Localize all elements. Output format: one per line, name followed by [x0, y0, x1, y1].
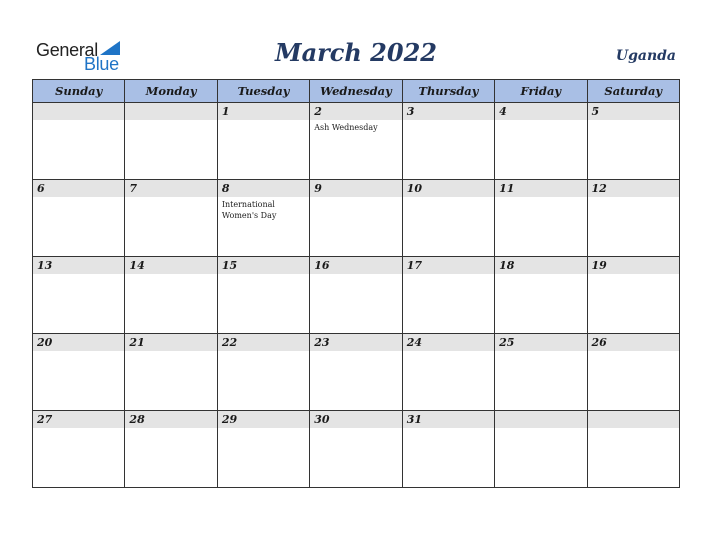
- day-number: 4: [499, 105, 507, 118]
- day-number: 23: [314, 336, 330, 349]
- day-cell: [217, 103, 309, 180]
- day-cell: [310, 257, 402, 334]
- calendar-title: March 2022: [275, 38, 437, 67]
- day-number-bar: [310, 180, 401, 197]
- day-cell: [33, 334, 125, 411]
- day-number: 3: [406, 105, 415, 118]
- day-cell: [125, 411, 217, 488]
- day-number: 18: [499, 259, 515, 272]
- day-cell: [402, 411, 494, 488]
- weekday-header: Friday: [495, 80, 587, 103]
- country-label: Uganda: [615, 48, 676, 64]
- weekday-header: Tuesday: [217, 80, 309, 103]
- day-number-bar: [218, 334, 309, 351]
- day-number-bar: [310, 334, 401, 351]
- day-cell: [310, 103, 402, 180]
- day-number-bar: [33, 411, 124, 428]
- day-number: 9: [314, 182, 322, 195]
- day-number: 31: [406, 413, 422, 426]
- day-number-bar: [588, 257, 679, 274]
- day-number-bar: [588, 334, 679, 351]
- week-row: [33, 180, 680, 257]
- day-cell: [33, 411, 125, 488]
- day-cell: [33, 257, 125, 334]
- day-number-bar: [403, 257, 494, 274]
- day-number-bar: [495, 103, 586, 120]
- day-cell: [402, 257, 494, 334]
- day-number-bar: [125, 411, 216, 428]
- day-number: 13: [37, 259, 53, 272]
- day-cell: [125, 257, 217, 334]
- day-number: 17: [406, 259, 422, 272]
- day-number: [125, 103, 216, 105]
- week-row: [33, 103, 680, 180]
- day-number-bar: [33, 257, 124, 274]
- day-cell: [310, 180, 402, 257]
- day-number-bar: [218, 103, 309, 120]
- day-number-bar: [403, 180, 494, 197]
- week-row: [33, 411, 680, 488]
- logo-text-blue: Blue: [84, 54, 119, 74]
- day-number: 11: [499, 182, 515, 195]
- day-number: 29: [221, 413, 238, 426]
- day-number: 30: [314, 413, 330, 426]
- holiday-label: International Women's Day: [221, 200, 277, 220]
- day-cell: [587, 334, 679, 411]
- day-cell: [310, 334, 402, 411]
- weekday-header: Thursday: [402, 80, 494, 103]
- day-number-bar: [33, 103, 124, 120]
- day-cell: [402, 180, 494, 257]
- day-number-bar: [310, 103, 401, 120]
- day-number-bar: [218, 180, 309, 197]
- day-number-bar: [588, 411, 679, 428]
- day-cell: [125, 103, 217, 180]
- day-number-bar: [588, 180, 679, 197]
- week-row: [33, 334, 680, 411]
- day-number: 22: [221, 336, 238, 349]
- day-cell: [217, 257, 309, 334]
- day-cell: [125, 334, 217, 411]
- day-cell: [587, 180, 679, 257]
- weekday-header: Sunday: [33, 80, 125, 103]
- day-number: 21: [129, 336, 145, 349]
- day-number-bar: [495, 257, 586, 274]
- day-number-bar: [125, 180, 216, 197]
- day-cell: [217, 180, 309, 257]
- day-number: 7: [129, 182, 138, 195]
- weekday-header: Saturday: [587, 80, 679, 103]
- day-number: 28: [129, 413, 145, 426]
- day-number: [495, 411, 586, 413]
- weekday-header: Monday: [125, 80, 217, 103]
- day-number: [588, 411, 679, 413]
- day-number-bar: [495, 411, 586, 428]
- day-number-bar: [310, 257, 401, 274]
- calendar-grid: [32, 79, 680, 488]
- day-number: 27: [37, 413, 53, 426]
- day-number-bar: [33, 180, 124, 197]
- weekday-header-row: [33, 80, 680, 103]
- day-number-bar: [125, 257, 216, 274]
- day-cell: [402, 103, 494, 180]
- day-cell: [33, 180, 125, 257]
- day-number-bar: [310, 411, 401, 428]
- day-number-bar: [218, 411, 309, 428]
- day-number-bar: [495, 334, 586, 351]
- day-number-bar: [125, 103, 216, 120]
- day-number-bar: [218, 257, 309, 274]
- day-number: 20: [37, 336, 53, 349]
- day-number: 25: [499, 336, 515, 349]
- day-number: 6: [37, 182, 45, 195]
- day-number-bar: [588, 103, 679, 120]
- day-cell: [217, 334, 309, 411]
- day-number: 10: [406, 182, 422, 195]
- day-number: 14: [129, 259, 145, 272]
- week-row: [33, 257, 680, 334]
- day-cell: [402, 334, 494, 411]
- day-number-bar: [403, 334, 494, 351]
- day-number: 5: [591, 105, 600, 118]
- day-cell: [217, 411, 309, 488]
- day-cell: [495, 257, 587, 334]
- day-number: 2: [314, 105, 322, 118]
- day-cell: [495, 334, 587, 411]
- day-number: 1: [221, 105, 230, 118]
- day-number: 8: [221, 182, 230, 195]
- day-cell: [495, 103, 587, 180]
- day-number: 19: [591, 259, 607, 272]
- day-cell: [587, 411, 679, 488]
- weekday-header: Wednesday: [310, 80, 402, 103]
- day-number: 24: [406, 336, 422, 349]
- day-number: [33, 103, 124, 105]
- day-number-bar: [403, 411, 494, 428]
- day-cell: [495, 411, 587, 488]
- day-number: 16: [314, 259, 330, 272]
- day-number: 26: [591, 336, 607, 349]
- holiday-label: Ash Wednesday: [314, 123, 378, 132]
- day-number-bar: [33, 334, 124, 351]
- day-cell: [587, 103, 679, 180]
- day-number-bar: [403, 103, 494, 120]
- day-cell: [310, 411, 402, 488]
- day-number: 12: [591, 182, 607, 195]
- day-cell: [33, 103, 125, 180]
- day-cell: [587, 257, 679, 334]
- day-cell: [495, 180, 587, 257]
- day-number-bar: [495, 180, 586, 197]
- day-cell: [125, 180, 217, 257]
- logo-text-general: General: [36, 40, 98, 60]
- day-number: 15: [221, 259, 238, 272]
- day-number-bar: [125, 334, 216, 351]
